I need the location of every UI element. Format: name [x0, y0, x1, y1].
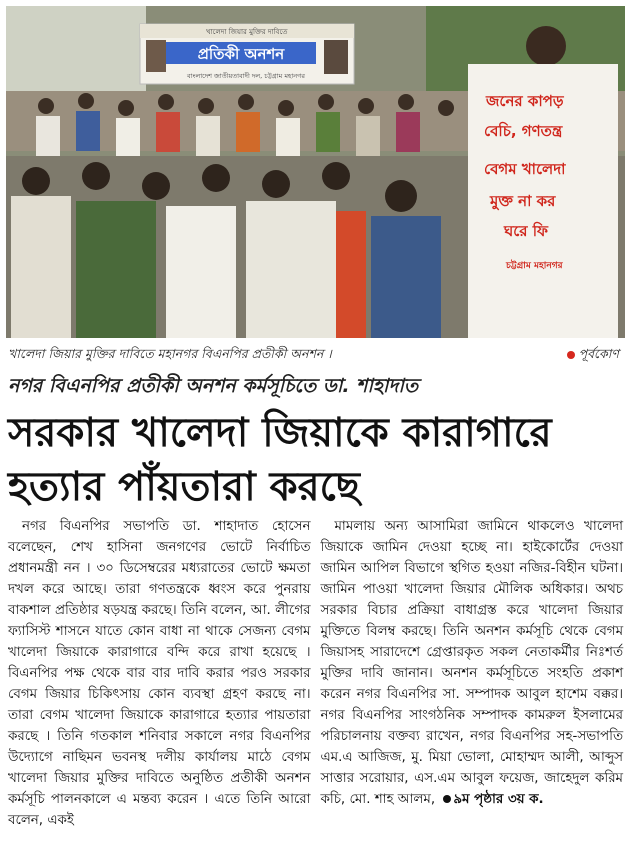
continued-on-page[interactable]: ৯ম পৃষ্ঠার ৩য় ক.	[453, 792, 544, 807]
news-photo	[6, 6, 625, 338]
column-2-text: মামলায় অন্য আসামিরা জামিনে থাকলেও খালেদা জিয়াকে জামিন দেওয়া হচ্ছে না। হাইকোর্টের দেওয়া জামিন আপিল বিভাগে স্থগিত হওয়া নজির-বিহীন ঘটনা। জামিন পাওয়া খালেদা জিয়ার মৌলিক অধিকার। অথচ সরকার বিচার প্রক্রিয়া বাধাগ্রস্ত করে খালেদা জিয়ার মুক্তিতে বিলম্ব করছে। তিনি অনশন কর্মসূচি থেকে বেগম জিয়াসহ সারাদেশে গ্রেপ্তারকৃত সকল নেতাকর্মীর নিঃশর্ত মুক্তির দাবি জানান। অনশন কর্মসূচিতে সংহতি প্রকাশ করেন নগর বিএনপির সা. সম্পাদক আবুল হাশেম বক্কর। নগর বিএনপির সাংগঠনিক সম্পাদক কামরুল ইসলামের পরিচালনায় বক্তব্য রাখেন, নগর বিএনপির সহ-সভাপতি এম.এ আজিজ, মু. মিয়া ভোলা, মোহাম্মদ আলী, আব্দুস সাত্তার সরোয়ার, এস.এম আবুল ফয়েজ, জাহেদুল করিম কচি, মো. শাহ আলম,	[320, 519, 623, 807]
photo-caption-row	[6, 343, 625, 365]
shirt-line: মুক্ত না কর	[490, 192, 556, 210]
shirt-line: জনের কাপড়	[486, 92, 564, 110]
photo-caption: খালেদা জিয়ার মুক্তির দাবিতে মহানগর বিএনপির প্রতীকী অনশন ।	[8, 346, 332, 361]
shirt-line: চট্টগ্রাম মহানগর	[506, 261, 563, 271]
article-body	[8, 516, 623, 836]
shirt-line: ঘরে ফি	[504, 222, 549, 240]
jump-bullet-icon	[443, 795, 451, 803]
photo-credit	[567, 346, 619, 366]
shirt-line: বেচি, গণতন্ত্র	[484, 122, 563, 140]
banner-sub: খালেদা জিয়ার মুক্তির দাবিতে	[206, 28, 288, 36]
headline-line-2: হত্যার পাঁয়তারা করছে	[8, 464, 360, 510]
banner-footer: বাংলাদেশ জাতীয়তাবাদী দল, চট্টগ্রাম মহানগর	[187, 72, 305, 80]
protester-with-slogan	[468, 26, 618, 338]
credit-dot-icon	[567, 351, 575, 359]
article-kicker: নগর বিএনপির প্রতীকী অনশন কর্মসূচিতে ডা. শাহাদাত	[8, 375, 419, 397]
column-2-wrapper	[321, 516, 624, 810]
protest-photo-illustration	[6, 6, 625, 338]
protest-banner	[140, 24, 354, 84]
column-1-text: নগর বিএনপির সভাপতি ডা. শাহাদাত হোসেন বলেছেন, শেখ হাসিনা জনগণের ভোটে নির্বাচিত প্রধানমন্ত্রী নন । ৩০ ডিসেম্বরের মধ্যরাতের ভোটে ক্ষমতা দখল করে আছে। তারা গণতন্ত্রকে ধ্বংস করে পুনরায় বাকশাল প্রতিষ্ঠার ষড়যন্ত্র করছে। তিনি বলেন, আ. লীগের ফ্যাসিস্ট শাসনে যাতে কোন বাধা না থাকে সেজন্য বেগম খালেদা জিয়াকে কারাগারে বন্দি করে রাখা হয়েছে । বিএনপির পক্ষ থেকে বার বার দাবি করার পরও সরকার বেগম জিয়ার চিকিৎসায় কোন ব্যবস্থা গ্রহণ করছে না। তারা বেগম খালেদা জিয়াকে কারাগারে হত্যার পায়তারা করছে । তিনি গতকাল শনিবার সকালে নগর বিএনপির উদ্যোগে নাছিমন ভবনস্থ দলীয় কার্যালয় মাঠে বেগম খালেদা জিয়ার মুক্তির দাবিতে অনুষ্ঠিত প্রতীকী অনশন কর্মসূচি পালনকালে এ মন্তব্য করেন । এতে তিনি আরো বলেন, একই	[8, 519, 311, 828]
article-headline	[8, 406, 623, 514]
banner-title: প্রতিকী অনশন	[197, 45, 285, 63]
article-column-1	[8, 516, 311, 836]
shirt-line: বেগম খালেদা	[484, 160, 566, 178]
article-column-2	[321, 516, 624, 836]
headline-line-1: সরকার খালেদা জিয়াকে কারাগারে	[8, 410, 552, 456]
photo-credit-text: পূর্বকোণ	[578, 346, 619, 361]
